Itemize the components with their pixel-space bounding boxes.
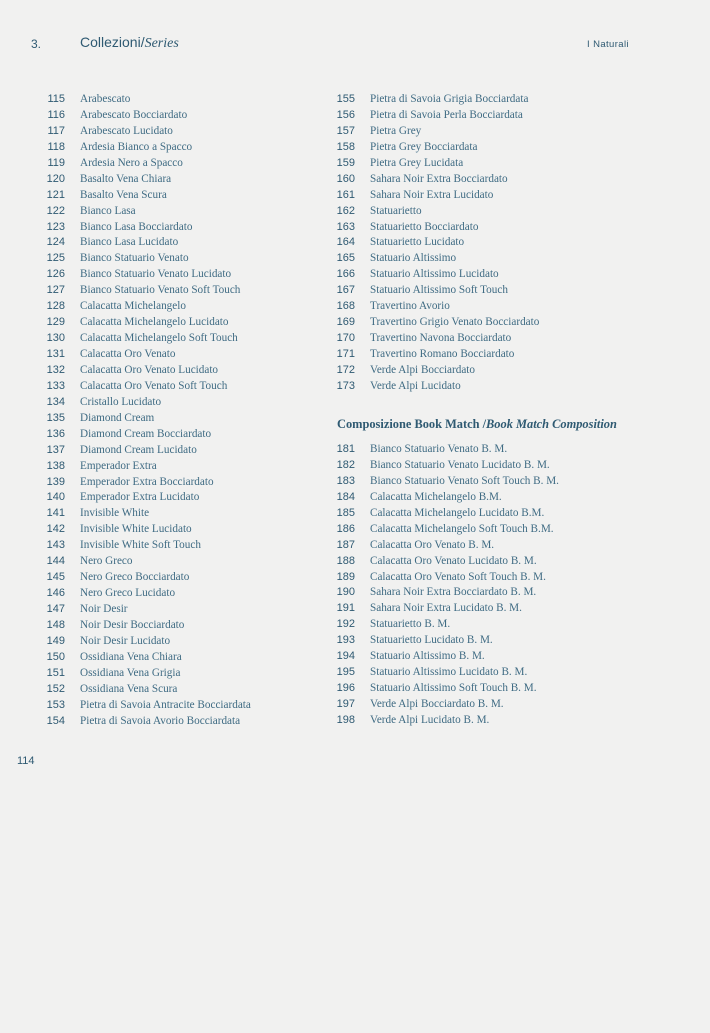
item-number: 162 xyxy=(336,204,355,217)
item-number: 190 xyxy=(336,586,355,599)
list-item xyxy=(320,490,650,506)
item-name: Travertino Romano Bocciardato xyxy=(370,348,515,360)
item-number: 127 xyxy=(46,284,65,297)
item-number: 116 xyxy=(47,108,65,121)
item-name: Invisible White Soft Touch xyxy=(80,539,201,552)
book-match-title-italic: Book Match Composition xyxy=(486,417,617,431)
list-item xyxy=(30,299,320,315)
list-item xyxy=(320,331,650,347)
list-item xyxy=(320,204,650,220)
item-number: 119 xyxy=(47,156,65,169)
item-name: Arabescato xyxy=(80,93,131,105)
item-number: 147 xyxy=(46,603,65,615)
item-name: Sahara Noir Extra Lucidato B. M. xyxy=(370,602,522,615)
item-name: Pietra di Savoia Antracite Bocciardata xyxy=(80,698,251,711)
item-number: 150 xyxy=(46,650,65,663)
list-item xyxy=(320,347,650,363)
item-number: 182 xyxy=(336,458,355,471)
collection-label: I Naturali xyxy=(586,39,629,50)
item-number: 146 xyxy=(46,587,65,600)
product-list-left xyxy=(30,92,320,730)
item-number: 181 xyxy=(336,443,355,455)
item-name: Nero Greco Bocciardato xyxy=(80,571,190,584)
item-name: Bianco Statuario Venato Lucidato xyxy=(80,268,232,281)
item-name: Calacatta Michelangelo Lucidato B.M. xyxy=(370,506,545,519)
list-item xyxy=(30,331,320,347)
item-name: Travertino Grigio Venato Bocciardato xyxy=(370,316,540,329)
list-item xyxy=(320,267,650,283)
item-name: Calacatta Oro Venato Lucidato B. M. xyxy=(370,554,537,567)
list-item xyxy=(30,666,320,682)
list-item xyxy=(320,140,650,156)
item-name: Statuarietto Lucidato xyxy=(370,236,465,249)
list-item xyxy=(30,108,320,124)
item-name: Calacatta Michelangelo xyxy=(80,300,186,313)
list-item xyxy=(320,172,650,188)
item-name: Bianco Statuario Venato Soft Touch xyxy=(80,284,241,297)
item-number: 143 xyxy=(46,539,65,552)
item-name: Nero Greco xyxy=(80,555,133,568)
item-name: Bianco Statuario Venato Soft Touch B. M. xyxy=(370,474,559,487)
item-name: Statuarietto B. M. xyxy=(370,618,451,631)
item-number: 172 xyxy=(336,363,355,376)
item-number: 139 xyxy=(46,475,65,488)
list-item xyxy=(30,714,320,730)
list-item xyxy=(30,475,320,491)
item-name: Statuario Altissimo Lucidato xyxy=(370,268,499,281)
item-name: Ardesia Bianco a Spacco xyxy=(80,140,193,153)
list-item xyxy=(30,698,320,714)
item-number: 191 xyxy=(336,602,355,615)
item-number: 159 xyxy=(336,156,355,169)
item-number: 141 xyxy=(46,507,65,520)
list-item xyxy=(30,618,320,634)
list-item xyxy=(320,506,650,522)
item-number: 169 xyxy=(336,316,355,329)
list-item xyxy=(320,108,650,124)
list-item xyxy=(320,458,650,474)
item-name: Diamond Cream xyxy=(80,411,155,424)
list-item xyxy=(320,363,650,379)
item-name: Cristallo Lucidato xyxy=(80,395,162,408)
item-number: 129 xyxy=(46,316,65,329)
item-number: 128 xyxy=(46,300,65,313)
list-item xyxy=(320,235,650,251)
item-number: 161 xyxy=(336,188,355,201)
list-item xyxy=(320,124,650,140)
item-name: Calacatta Oro Venato Soft Touch xyxy=(80,379,228,392)
item-name: Statuario Altissimo xyxy=(370,252,457,265)
item-name: Invisible White Lucidato xyxy=(80,523,192,536)
list-item xyxy=(320,220,650,236)
item-name: Diamond Cream Bocciardato xyxy=(80,427,212,440)
item-number: 123 xyxy=(46,220,65,233)
item-name: Travertino Avorio xyxy=(370,300,450,313)
list-item xyxy=(30,427,320,443)
item-number: 125 xyxy=(46,252,65,265)
item-name: Pietra di Savoia Avorio Bocciardata xyxy=(80,714,241,727)
item-name: Statuarietto Bocciardato xyxy=(370,220,479,233)
item-number: 183 xyxy=(336,474,355,487)
list-item xyxy=(320,554,650,570)
item-name: Calacatta Michelangelo Soft Touch xyxy=(80,332,238,345)
item-name: Nero Greco Lucidato xyxy=(80,587,176,600)
list-item xyxy=(320,442,650,458)
item-name: Calacatta Oro Venato Lucidato xyxy=(80,363,219,376)
item-name: Pietra di Savoia Perla Bocciardata xyxy=(370,108,523,121)
list-item xyxy=(30,204,320,220)
list-item xyxy=(30,379,320,395)
item-number: 196 xyxy=(336,682,355,695)
item-number: 185 xyxy=(336,506,355,519)
list-item xyxy=(30,411,320,427)
list-item xyxy=(320,474,650,490)
item-name: Statuario Altissimo Soft Touch B. M. xyxy=(370,682,537,695)
item-name: Ossidiana Vena Scura xyxy=(80,682,178,695)
book-match-list xyxy=(320,442,650,729)
list-item xyxy=(320,315,650,331)
item-number: 155 xyxy=(336,93,355,105)
item-name: Bianco Lasa Lucidato xyxy=(80,236,179,249)
item-name: Pietra Grey xyxy=(370,124,422,137)
item-name: Calacatta Michelangelo B.M. xyxy=(370,490,502,503)
item-number: 148 xyxy=(46,618,65,631)
item-number: 192 xyxy=(336,618,355,631)
list-item xyxy=(30,188,320,204)
list-item xyxy=(30,538,320,554)
item-name: Basalto Vena Scura xyxy=(80,188,167,201)
item-name: Bianco Lasa Bocciardato xyxy=(80,220,193,233)
item-name: Emperador Extra Lucidato xyxy=(80,491,200,504)
book-match-title xyxy=(337,417,617,432)
item-name: Verde Alpi Bocciardato xyxy=(370,363,476,376)
list-item xyxy=(30,395,320,411)
item-number: 156 xyxy=(336,108,355,121)
item-number: 132 xyxy=(46,363,65,376)
item-number: 144 xyxy=(46,555,65,568)
list-item xyxy=(30,283,320,299)
item-number: 170 xyxy=(336,332,355,345)
list-item xyxy=(320,585,650,601)
item-number: 121 xyxy=(46,188,65,201)
list-item xyxy=(30,634,320,650)
item-number: 134 xyxy=(46,395,65,408)
item-number: 154 xyxy=(46,714,65,727)
item-number: 117 xyxy=(47,124,65,137)
item-number: 198 xyxy=(336,713,355,726)
list-item xyxy=(30,650,320,666)
item-name: Ossidiana Vena Chiara xyxy=(80,650,182,663)
list-item xyxy=(30,156,320,172)
item-name: Statuario Altissimo Soft Touch xyxy=(370,284,508,297)
item-name: Emperador Extra Bocciardato xyxy=(80,475,214,488)
item-name: Arabescato Lucidato xyxy=(80,124,173,137)
item-number: 165 xyxy=(336,252,355,265)
item-number: 136 xyxy=(46,427,65,440)
item-name: Noir Desir Bocciardato xyxy=(80,618,185,631)
section-number: 3. xyxy=(31,37,42,51)
item-number: 166 xyxy=(336,268,355,281)
item-number: 168 xyxy=(336,300,355,313)
item-number: 120 xyxy=(46,172,65,185)
list-item xyxy=(320,681,650,697)
item-number: 158 xyxy=(336,140,355,153)
item-number: 186 xyxy=(336,522,355,535)
list-item xyxy=(320,649,650,665)
item-number: 184 xyxy=(336,490,355,503)
item-name: Sahara Noir Extra Bocciardato xyxy=(370,172,508,185)
list-item xyxy=(320,538,650,554)
item-number: 115 xyxy=(47,93,65,105)
item-number: 171 xyxy=(336,348,355,360)
item-name: Verde Alpi Lucidato xyxy=(370,379,461,392)
item-number: 152 xyxy=(46,682,65,695)
item-name: Sahara Noir Extra Lucidato xyxy=(370,188,494,201)
item-number: 131 xyxy=(46,348,65,360)
page-title-main: Collezioni/ xyxy=(80,34,145,50)
item-name: Ardesia Nero a Spacco xyxy=(80,156,183,169)
list-item xyxy=(30,347,320,363)
page-title xyxy=(80,34,179,52)
list-item xyxy=(30,172,320,188)
item-number: 126 xyxy=(46,268,65,281)
list-item xyxy=(320,697,650,713)
item-name: Basalto Vena Chiara xyxy=(80,172,172,185)
page-title-italic: Series xyxy=(144,36,179,51)
list-item xyxy=(30,586,320,602)
item-number: 135 xyxy=(46,411,65,424)
item-name: Statuarietto Lucidato B. M. xyxy=(370,634,493,647)
list-item xyxy=(320,92,650,108)
list-item xyxy=(30,459,320,475)
product-list-right xyxy=(320,92,650,395)
list-item xyxy=(30,267,320,283)
item-number: 197 xyxy=(336,698,355,710)
list-item xyxy=(30,570,320,586)
list-item xyxy=(30,140,320,156)
list-item xyxy=(320,251,650,267)
list-item xyxy=(320,156,650,172)
item-name: Sahara Noir Extra Bocciardato B. M. xyxy=(370,586,537,599)
item-name: Bianco Statuario Venato xyxy=(80,252,189,265)
item-number: 187 xyxy=(336,538,355,551)
list-item xyxy=(30,124,320,140)
item-number: 167 xyxy=(336,284,355,297)
item-name: Calacatta Michelangelo Soft Touch B.M. xyxy=(370,522,554,535)
item-number: 122 xyxy=(46,204,65,217)
list-item xyxy=(320,522,650,538)
item-name: Pietra Grey Lucidata xyxy=(370,156,464,169)
item-number: 118 xyxy=(47,140,65,153)
item-name: Statuario Altissimo B. M. xyxy=(370,650,485,663)
list-item xyxy=(30,220,320,236)
item-name: Calacatta Michelangelo Lucidato xyxy=(80,316,229,329)
list-item xyxy=(320,601,650,617)
item-number: 137 xyxy=(46,443,65,456)
item-name: Travertino Navona Bocciardato xyxy=(370,332,512,345)
item-name: Noir Desir Lucidato xyxy=(80,634,171,647)
item-name: Verde Alpi Lucidato B. M. xyxy=(370,713,490,726)
item-number: 151 xyxy=(46,666,65,679)
item-number: 163 xyxy=(336,220,355,233)
item-name: Calacatta Oro Venato B. M. xyxy=(370,538,495,551)
item-name: Statuarietto xyxy=(370,204,422,217)
list-item xyxy=(30,235,320,251)
list-item xyxy=(320,379,650,395)
list-item xyxy=(30,363,320,379)
list-item xyxy=(30,251,320,267)
item-name: Pietra Grey Bocciardata xyxy=(370,140,478,153)
item-number: 188 xyxy=(336,554,355,567)
list-item xyxy=(30,682,320,698)
item-name: Calacatta Oro Venato xyxy=(80,348,176,360)
item-name: Arabescato Bocciardato xyxy=(80,108,188,121)
list-item xyxy=(320,665,650,681)
item-number: 164 xyxy=(336,236,355,249)
list-item xyxy=(320,633,650,649)
item-name: Emperador Extra xyxy=(80,459,157,472)
item-name: Calacatta Oro Venato Soft Touch B. M. xyxy=(370,570,546,583)
item-name: Noir Desir xyxy=(80,603,128,615)
book-match-title-main: Composizione Book Match / xyxy=(337,417,487,431)
list-item xyxy=(320,713,650,729)
list-item xyxy=(30,506,320,522)
item-number: 138 xyxy=(46,459,65,472)
item-number: 149 xyxy=(46,634,65,647)
item-number: 173 xyxy=(336,379,355,392)
item-number: 133 xyxy=(46,379,65,392)
item-name: Statuario Altissimo Lucidato B. M. xyxy=(370,666,528,679)
item-number: 124 xyxy=(46,236,65,249)
item-name: Invisible White xyxy=(80,507,150,520)
item-number: 195 xyxy=(336,666,355,679)
item-name: Bianco Statuario Venato Lucidato B. M. xyxy=(370,458,550,471)
list-item xyxy=(320,188,650,204)
list-item xyxy=(30,522,320,538)
list-item xyxy=(320,283,650,299)
item-number: 140 xyxy=(46,491,65,504)
list-item xyxy=(30,602,320,618)
item-name: Bianco Statuario Venato B. M. xyxy=(370,443,508,455)
list-item xyxy=(30,554,320,570)
item-name: Verde Alpi Bocciardato B. M. xyxy=(370,698,504,710)
page-number: 114 xyxy=(17,755,35,767)
list-item xyxy=(30,315,320,331)
list-item xyxy=(30,443,320,459)
item-number: 189 xyxy=(336,570,355,583)
list-item xyxy=(320,617,650,633)
item-name: Ossidiana Vena Grigia xyxy=(80,666,181,679)
list-item xyxy=(320,570,650,586)
item-number: 157 xyxy=(336,124,355,137)
list-item xyxy=(320,299,650,315)
item-number: 193 xyxy=(336,634,355,647)
item-number: 194 xyxy=(336,650,355,663)
list-item xyxy=(30,490,320,506)
list-item xyxy=(30,92,320,108)
item-number: 145 xyxy=(46,571,65,584)
item-name: Bianco Lasa xyxy=(80,204,136,217)
item-name: Pietra di Savoia Grigia Bocciardata xyxy=(370,93,529,105)
item-number: 160 xyxy=(336,172,355,185)
item-number: 130 xyxy=(46,332,65,345)
item-name: Diamond Cream Lucidato xyxy=(80,443,197,456)
item-number: 142 xyxy=(46,523,65,536)
item-number: 153 xyxy=(46,698,65,711)
